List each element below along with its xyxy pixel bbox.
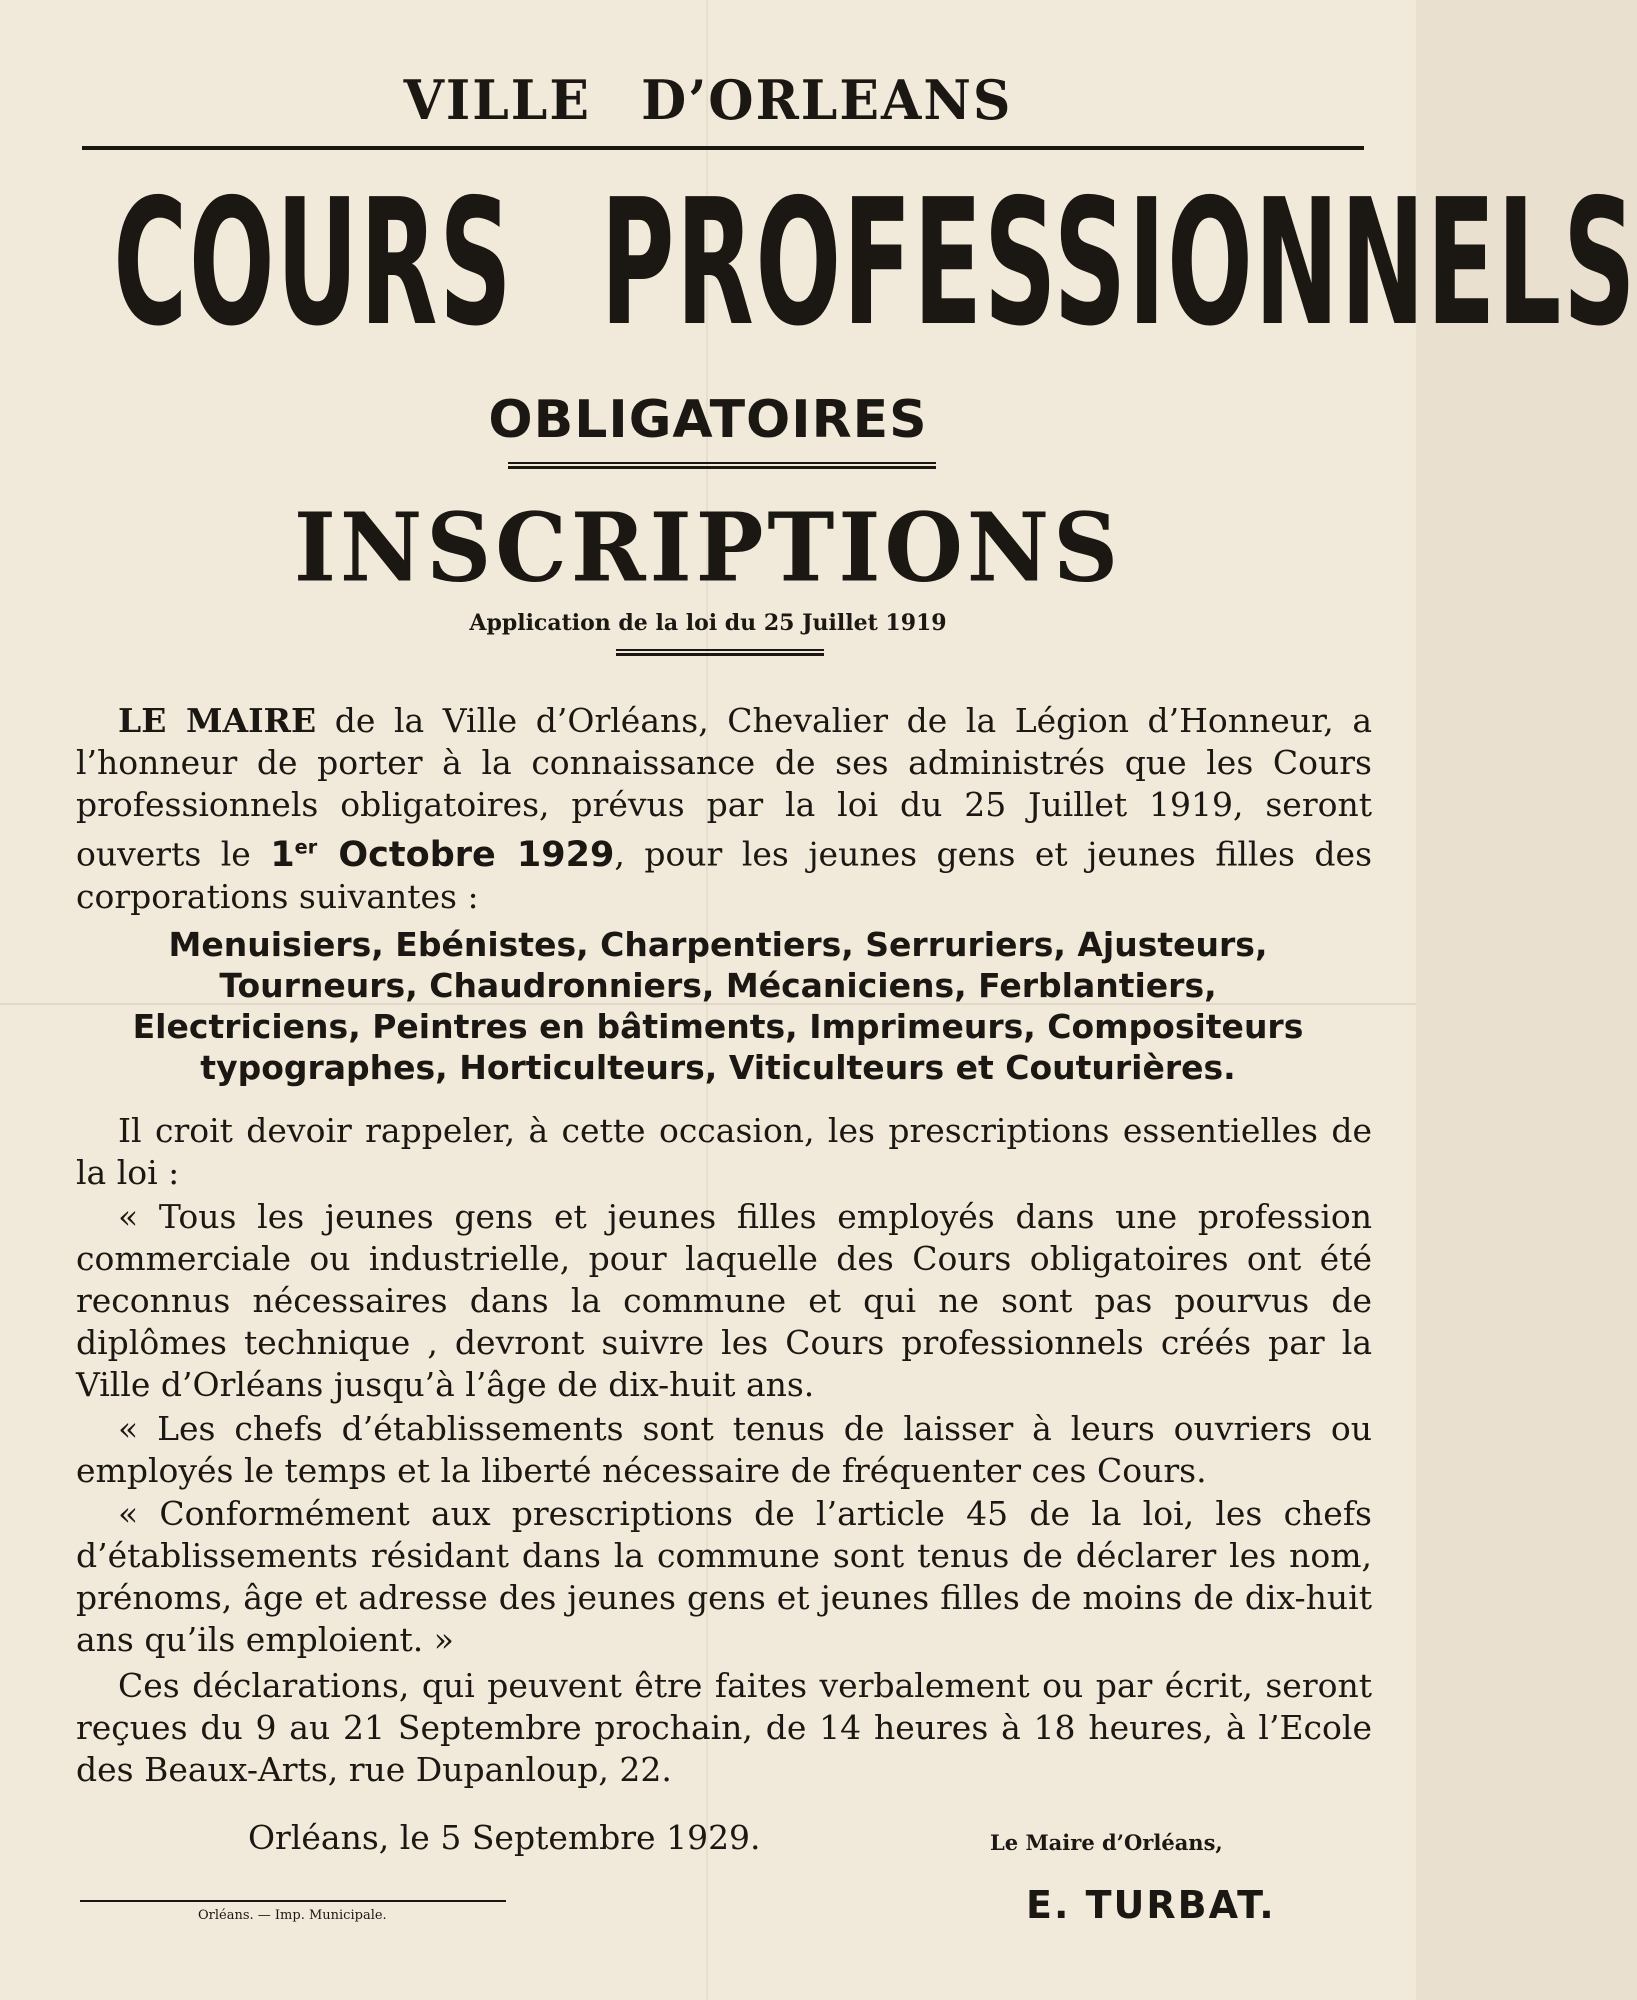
quote-text-3: « Conformément aux prescriptions de l’article 45 de la loi, les chefs d’établissements résidant dans la commune sont tenus de déclarer les nom, prénoms, âge et adresse des jeunes gens et jeunes filles de moins de dix-huit ans qu’ils emploient. » [76, 1494, 1372, 1659]
city-header: VILLE D’ORLEANS [403, 68, 1013, 133]
opening-date-rest: Octobre 1929 [317, 834, 615, 875]
intro-paragraph [76, 700, 1372, 918]
quote-text-1: « Tous les jeunes gens et jeunes filles employés dans une profession commerciale ou industrielle, pour laquelle des Cours obligatoires ont été reconnus nécessaires dans la commune et qui ne sont pas pourvus de diplômes technique , devront suivre les Cours professionnels créés par la Ville d’Orléans jusqu’à l’âge de dix-huit ans. [76, 1197, 1372, 1404]
trades-list [60, 924, 1376, 1088]
opening-date [270, 835, 614, 875]
rappel-paragraph [76, 1110, 1372, 1194]
trades-line: Electriciens, Peintres en bâtiments, Imprimeurs, Compositeurs [132, 1007, 1304, 1046]
quote-paragraph-1 [76, 1196, 1372, 1406]
law-reference-rule [616, 649, 824, 656]
subtitle: OBLIGATOIRES [488, 390, 928, 450]
footer-rule [80, 1900, 506, 1902]
quote-paragraph-3 [76, 1493, 1372, 1661]
declarations-paragraph [76, 1665, 1372, 1791]
subtitle-rule [508, 462, 936, 469]
intro-text-2: , pour les jeunes gens et jeunes filles des corporations suivantes : [76, 834, 1372, 916]
signatory-title: Le Maire d’Orléans, [990, 1830, 1223, 1855]
inscriptions-heading: INSCRIPTIONS [293, 492, 1123, 604]
quote-paragraph-2 [76, 1408, 1372, 1492]
place-date: Orléans, le 5 Septembre 1929. [248, 1818, 761, 1857]
opening-date-day: 1 [270, 834, 295, 875]
header-rule [82, 146, 1364, 150]
trades-line: Tourneurs, Chaudronniers, Mécaniciens, Ferblantiers, [219, 966, 1217, 1005]
law-reference: Application de la loi du 25 Juillet 1919 [469, 610, 947, 636]
declarations-text: Ces déclarations, qui peuvent être faites verbalement ou par écrit, seront reçues du 9 au 21 Septembre prochain, de 14 heures à 18 heures, à l’Ecole des Beaux-Arts, rue Dupanloup, 22. [76, 1666, 1372, 1789]
rappel-text: Il croit devoir rappeler, à cette occasion, les prescriptions essentielles de la loi : [76, 1111, 1372, 1192]
trades-line: typographes, Horticulteurs, Viticulteurs et Couturières. [200, 1048, 1236, 1087]
main-title: COURS PROFESSIONNELS [113, 163, 1637, 366]
intro-text-1: de la Ville d’Orléans, Chevalier de la Légion d’Honneur, a l’honneur de porter à la connaissance de ses administrés que les Cours professionnels obligatoires, prévus par la loi du 25 Juillet 1919, seront ouverts le [76, 701, 1372, 874]
printer-credit: Orléans. — Imp. Municipale. [198, 1908, 387, 1923]
trades-line: Menuisiers, Ebénistes, Charpentiers, Serruriers, Ajusteurs, [168, 925, 1268, 964]
intro-lead: LE MAIRE [118, 701, 317, 740]
quote-text-2: « Les chefs d’établissements sont tenus de laisser à leurs ouvriers ou employés le temps et la liberté nécessaire de fréquenter ces Cours. [76, 1409, 1372, 1490]
opening-date-sup: er [294, 835, 318, 858]
signatory-name: E. TURBAT. [1026, 1883, 1276, 1927]
